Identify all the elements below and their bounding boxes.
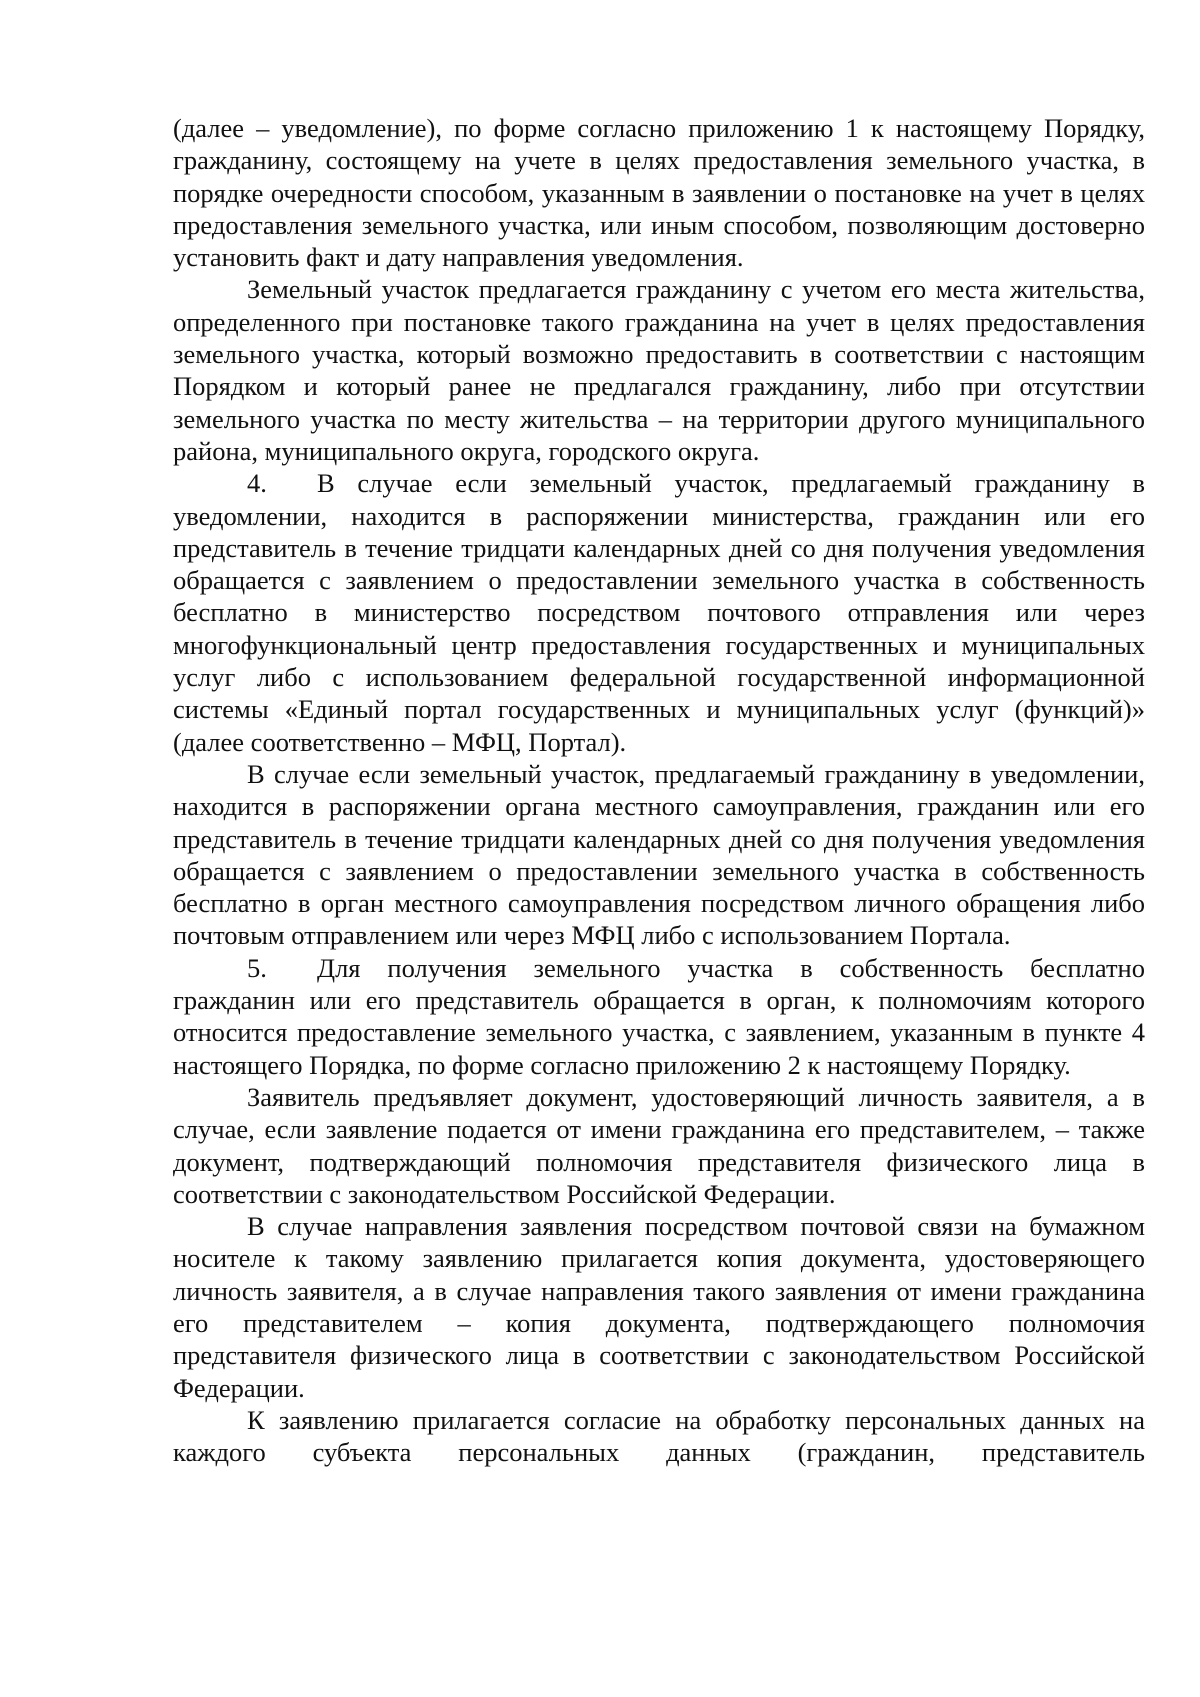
document-body (173, 112, 1145, 1468)
item-5-text: Для получения земельного участка в собственность бесплатно гражданин или его представитель обращается в орган, к полномочиям которого относится предоставление земельного участка, с заявлением, указанным в пункте 4 настоящего Порядка, по форме согласно приложению 2 к настоящему Порядку. (173, 952, 1145, 1080)
paragraph-postal-submission: В случае направления заявления посредством почтовой связи на бумажном носителе к такому заявлению прилагается копия документа, удостоверяющего личность заявителя, а в случае направления такого заявления от имени гражданина его представителем – копия документа, подтверждающего полномочия представителя физического лица в соответствии с законодательством Российской Федерации. (173, 1211, 1145, 1403)
item-4-text: В случае если земельный участок, предлагаемый гражданину в уведомлении, находится в распоряжении министерства, гражданин или его представитель в течение тридцати календарных дней со дня получения уведомления обращается с заявлением о предоставлении земельного участка в собственность бесплатно в министерство посредством почтового отправления или через многофункциональный центр предоставления государственных и муниципальных услуг либо с использованием федеральной государственной информационной системы «Единый портал государственных и муниципальных услуг (функций)» (далее соответственно – МФЦ, Портал). (173, 468, 1145, 757)
paragraph-applicant-document: Заявитель предъявляет документ, удостоверяющий личность заявителя, а в случае, если заявление подается от имени гражданина его представителем, – также документ, подтверждающий полномочия представителя физического лица в соответствии с законодательством Российской Федерации. (173, 1081, 1145, 1209)
item-number-4: 4. (247, 468, 267, 499)
paragraph-personal-data-consent: К заявлению прилагается согласие на обработку персональных данных на каждого субъекта персональных данных (гражданин, представитель (173, 1404, 1145, 1468)
paragraph-local-government: В случае если земельный участок, предлагаемый гражданину в уведомлении, находится в распоряжении органа местного самоуправления, гражданин или его представитель в течение тридцати календарных дней со дня получения уведомления обращается с заявлением о предоставлении земельного участка в собственность бесплатно в орган местного самоуправления посредством личного обращения либо почтовым отправлением или через МФЦ либо с использованием Портала. (173, 758, 1145, 951)
paragraph-item-5 (173, 952, 1145, 1081)
item-number-5: 5. (247, 952, 267, 983)
paragraph-land-plot-offer: Земельный участок предлагается гражданину с учетом его места жительства, определенного при постановке такого гражданина на учет в целях предоставления земельного участка, который возможно предоставить в соответствии с настоящим Порядком и который ранее не предлагался гражданину, либо при отсутствии земельного участка по месту жительства – на территории другого муниципального района, муниципального округа, городского округа. (173, 274, 1145, 466)
paragraph-notification-continuation: (далее – уведомление), по форме согласно приложению 1 к настоящему Порядку, гражданину, состоящему на учете в целях предоставления земельного участка, в порядке очередности способом, указанным в заявлении о постановке на учет в целях предоставления земельного участка, или иным способом, позволяющим достоверно установить факт и дату направления уведомления. (173, 113, 1145, 273)
paragraph-item-4 (173, 467, 1145, 758)
